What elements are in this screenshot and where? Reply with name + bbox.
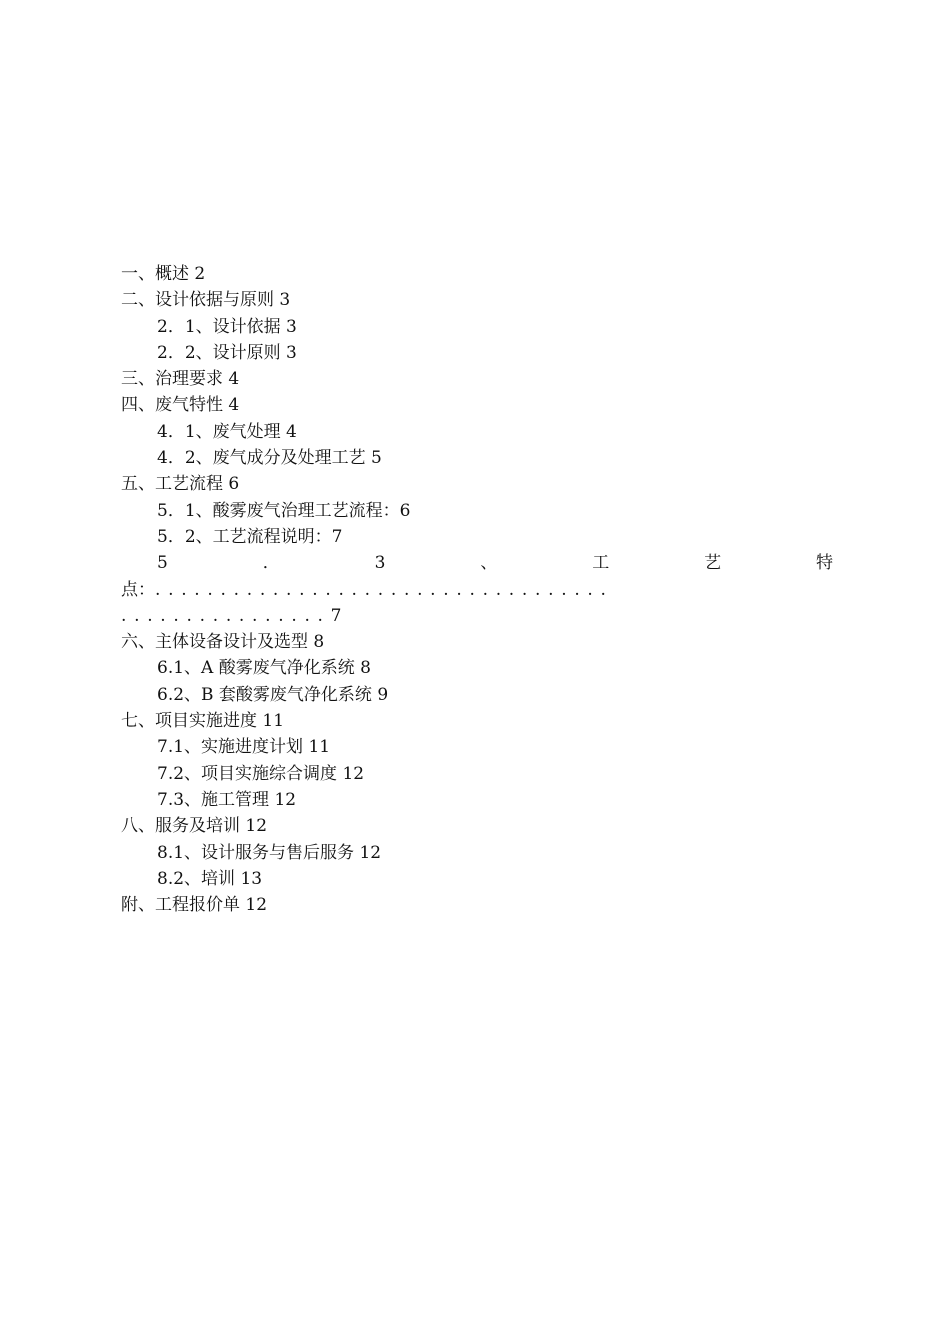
toc-entry[interactable]: 五、工艺流程 6 [121, 474, 240, 495]
toc-subentry[interactable]: 8.2、培训 13 [157, 868, 263, 889]
toc-leader-dots: ................ [121, 605, 331, 626]
toc-entry[interactable]: 六、主体设备设计及选型 8 [121, 632, 325, 653]
toc-subentry[interactable]: 4．1、废气处理 4 [157, 421, 297, 442]
toc-char: 特 [816, 553, 833, 574]
toc-subentry[interactable]: 8.1、设计服务与售后服务 12 [157, 842, 382, 863]
toc-char: 5 [157, 553, 168, 574]
toc-char: ． [262, 553, 280, 574]
toc-subentry[interactable]: 6.2、B 套酸雾废气净化系统 9 [157, 684, 389, 705]
toc-leader-line [121, 577, 833, 603]
toc-leader-line [121, 603, 833, 629]
toc-subentry[interactable]: 7.1、实施进度计划 11 [157, 737, 331, 758]
toc-entry[interactable]: 附、工程报价单 12 [121, 895, 268, 916]
toc-cont-prefix: 点： [121, 579, 155, 600]
toc-entry[interactable]: 四、废气特性 4 [121, 395, 240, 416]
toc-subentry[interactable]: 5．2、工艺流程说明：7 [157, 526, 343, 547]
toc-subentry[interactable]: 4．2、废气成分及处理工艺 5 [157, 448, 382, 469]
toc-char: 工 [592, 553, 610, 574]
toc-page-number: 7 [330, 605, 342, 626]
toc-subentry[interactable]: 5．1、酸雾废气治理工艺流程：6 [157, 500, 411, 521]
toc-subentry-justified[interactable] [121, 550, 833, 576]
toc-char: 3 [374, 553, 386, 574]
toc-subentry[interactable]: 2．1、设计依据 3 [157, 316, 297, 337]
toc-subentry[interactable]: 7.3、施工管理 12 [157, 789, 297, 810]
toc-char: 、 [480, 553, 498, 574]
toc-entry[interactable]: 八、服务及培训 12 [121, 816, 268, 837]
toc-entry[interactable]: 一、概述 2 [121, 264, 206, 284]
toc-subentry[interactable]: 7.2、项目实施综合调度 12 [157, 763, 365, 784]
toc-leader-dots: ................................... [155, 579, 614, 600]
toc-char: 艺 [704, 553, 722, 574]
toc-subentry[interactable]: 2．2、设计原则 3 [157, 342, 297, 363]
toc-entry[interactable]: 三、治理要求 4 [121, 369, 240, 390]
table-of-contents [121, 261, 833, 918]
toc-entry[interactable]: 七、项目实施进度 11 [121, 711, 285, 732]
toc-entry[interactable]: 二、设计依据与原则 3 [121, 290, 291, 311]
toc-subentry[interactable]: 6.1、A 酸雾废气净化系统 8 [157, 658, 371, 679]
